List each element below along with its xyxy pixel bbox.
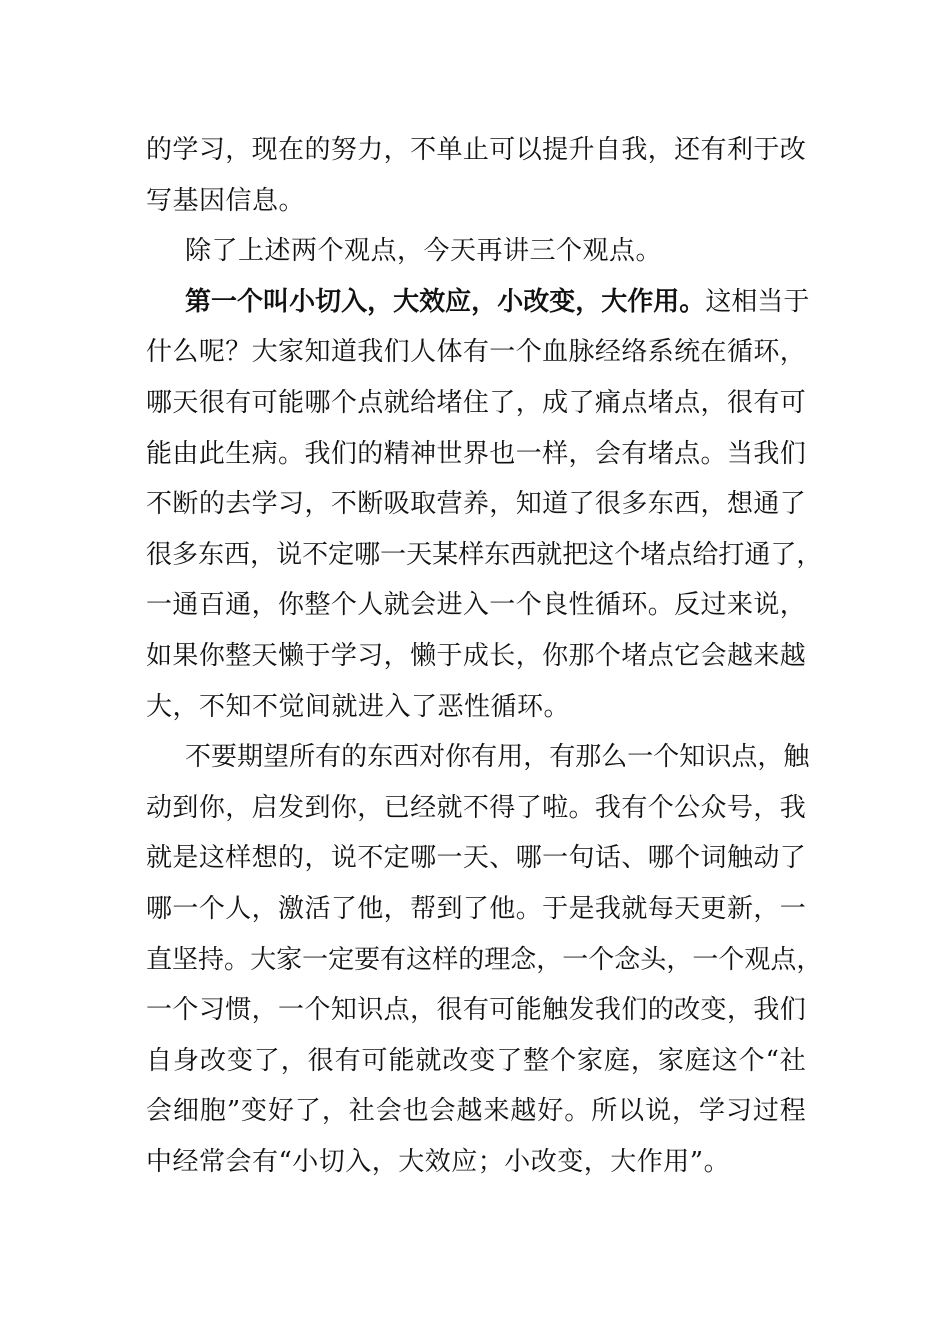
text-line: 第 一 个 叫 小 切 入 ， 大 效 应 ， 小 改 变 ， 大 作 用 。 这 相 当 于 [185, 286, 810, 317]
text-line: 不 断 的 去 学 习 ， 不 断 吸 取 营 养 ， 知 道 了 很 多 东 西 ， 想 通 了 [146, 489, 806, 520]
text-line: 很 多 东 西 ， 说 不 定 哪 一 天 某 样 东 西 就 把 这 个 堵 点 给 打 通 了 ， [146, 539, 823, 570]
text-line: 什 么 呢 ？ 大 家 知 道 我 们 人 体 有 一 个 血 脉 经 络 系 统 在 循 环 ， [146, 337, 806, 368]
text-line [146, 682, 806, 733]
line-text: 写基因信息。 [146, 185, 306, 216]
text-line [146, 226, 806, 277]
text-line: 的 学 习 ， 现 在 的 努 力 ， 不 单 止 可 以 提 升 自 我 ， 还 有 利 于 改 [146, 135, 806, 165]
text-line: 动 到 你 ， 启 发 到 你 ， 已 经 就 不 得 了 啦 。 我 有 个 公 众 号 ， 我 [146, 792, 806, 823]
text-line [146, 176, 806, 227]
text-line: 哪 天 很 有 可 能 哪 个 点 就 给 堵 住 了 ， 成 了 痛 点 堵 点 ， 很 有 可 [146, 387, 806, 418]
line-text: 大，不知不觉间就进入了恶性循环。 [146, 691, 571, 722]
text-line: 如 果 你 整 天 懒 于 学 习 ， 懒 于 成 长 ， 你 那 个 堵 点 它 会 越 来 越 [146, 640, 806, 671]
text-line: 一 通 百 通 ， 你 整 个 人 就 会 进 入 一 个 良 性 循 环 。 反 过 来 说 ， [146, 590, 806, 621]
text-line: 哪 一 个 人 ， 激 活 了 他 ， 帮 到 了 他 。 于 是 我 就 每 天 更 新 ， 一 [146, 893, 806, 924]
line-text: 除了上述两个观点，今天再讲三个观点。 [185, 236, 663, 267]
text-line: 自 身 改 变 了 ， 很 有 可 能 就 改 变 了 整 个 家 庭 ， 家 庭 这 个 “ 社 [146, 1045, 806, 1076]
document-body [146, 125, 823, 1187]
text-line: 一 个 习 惯 ， 一 个 知 识 点 ， 很 有 可 能 触 发 我 们 的 改 变 ， 我 们 [146, 995, 806, 1026]
text-line [146, 1137, 806, 1188]
text-line: 不 要 期 望 所 有 的 东 西 对 你 有 用 ， 有 那 么 一 个 知 识 点 ， 触 [185, 742, 810, 773]
text-line: 会 细 胞 ” 变 好 了 ， 社 会 也 会 越 来 越 好 。 所 以 说 ， 学 习 过 程 [146, 1096, 806, 1127]
text-line: 直 坚 持 。 大 家 一 定 要 有 这 样 的 理 念 ， 一 个 念 头 ， 一 个 观 点 ， [146, 944, 823, 975]
text-line: 能 由 此 生 病 。 我 们 的 精 神 世 界 也 一 样 ， 会 有 堵 点 。 当 我 们 [146, 438, 806, 469]
text-line: 就 是 这 样 想 的 ， 说 不 定 哪 一 天 、 哪 一 句 话 、 哪 个 词 触 动 了 [146, 843, 806, 874]
line-text: 中经常会有“小切入，大效应；小改变，大作用”。 [146, 1146, 731, 1177]
